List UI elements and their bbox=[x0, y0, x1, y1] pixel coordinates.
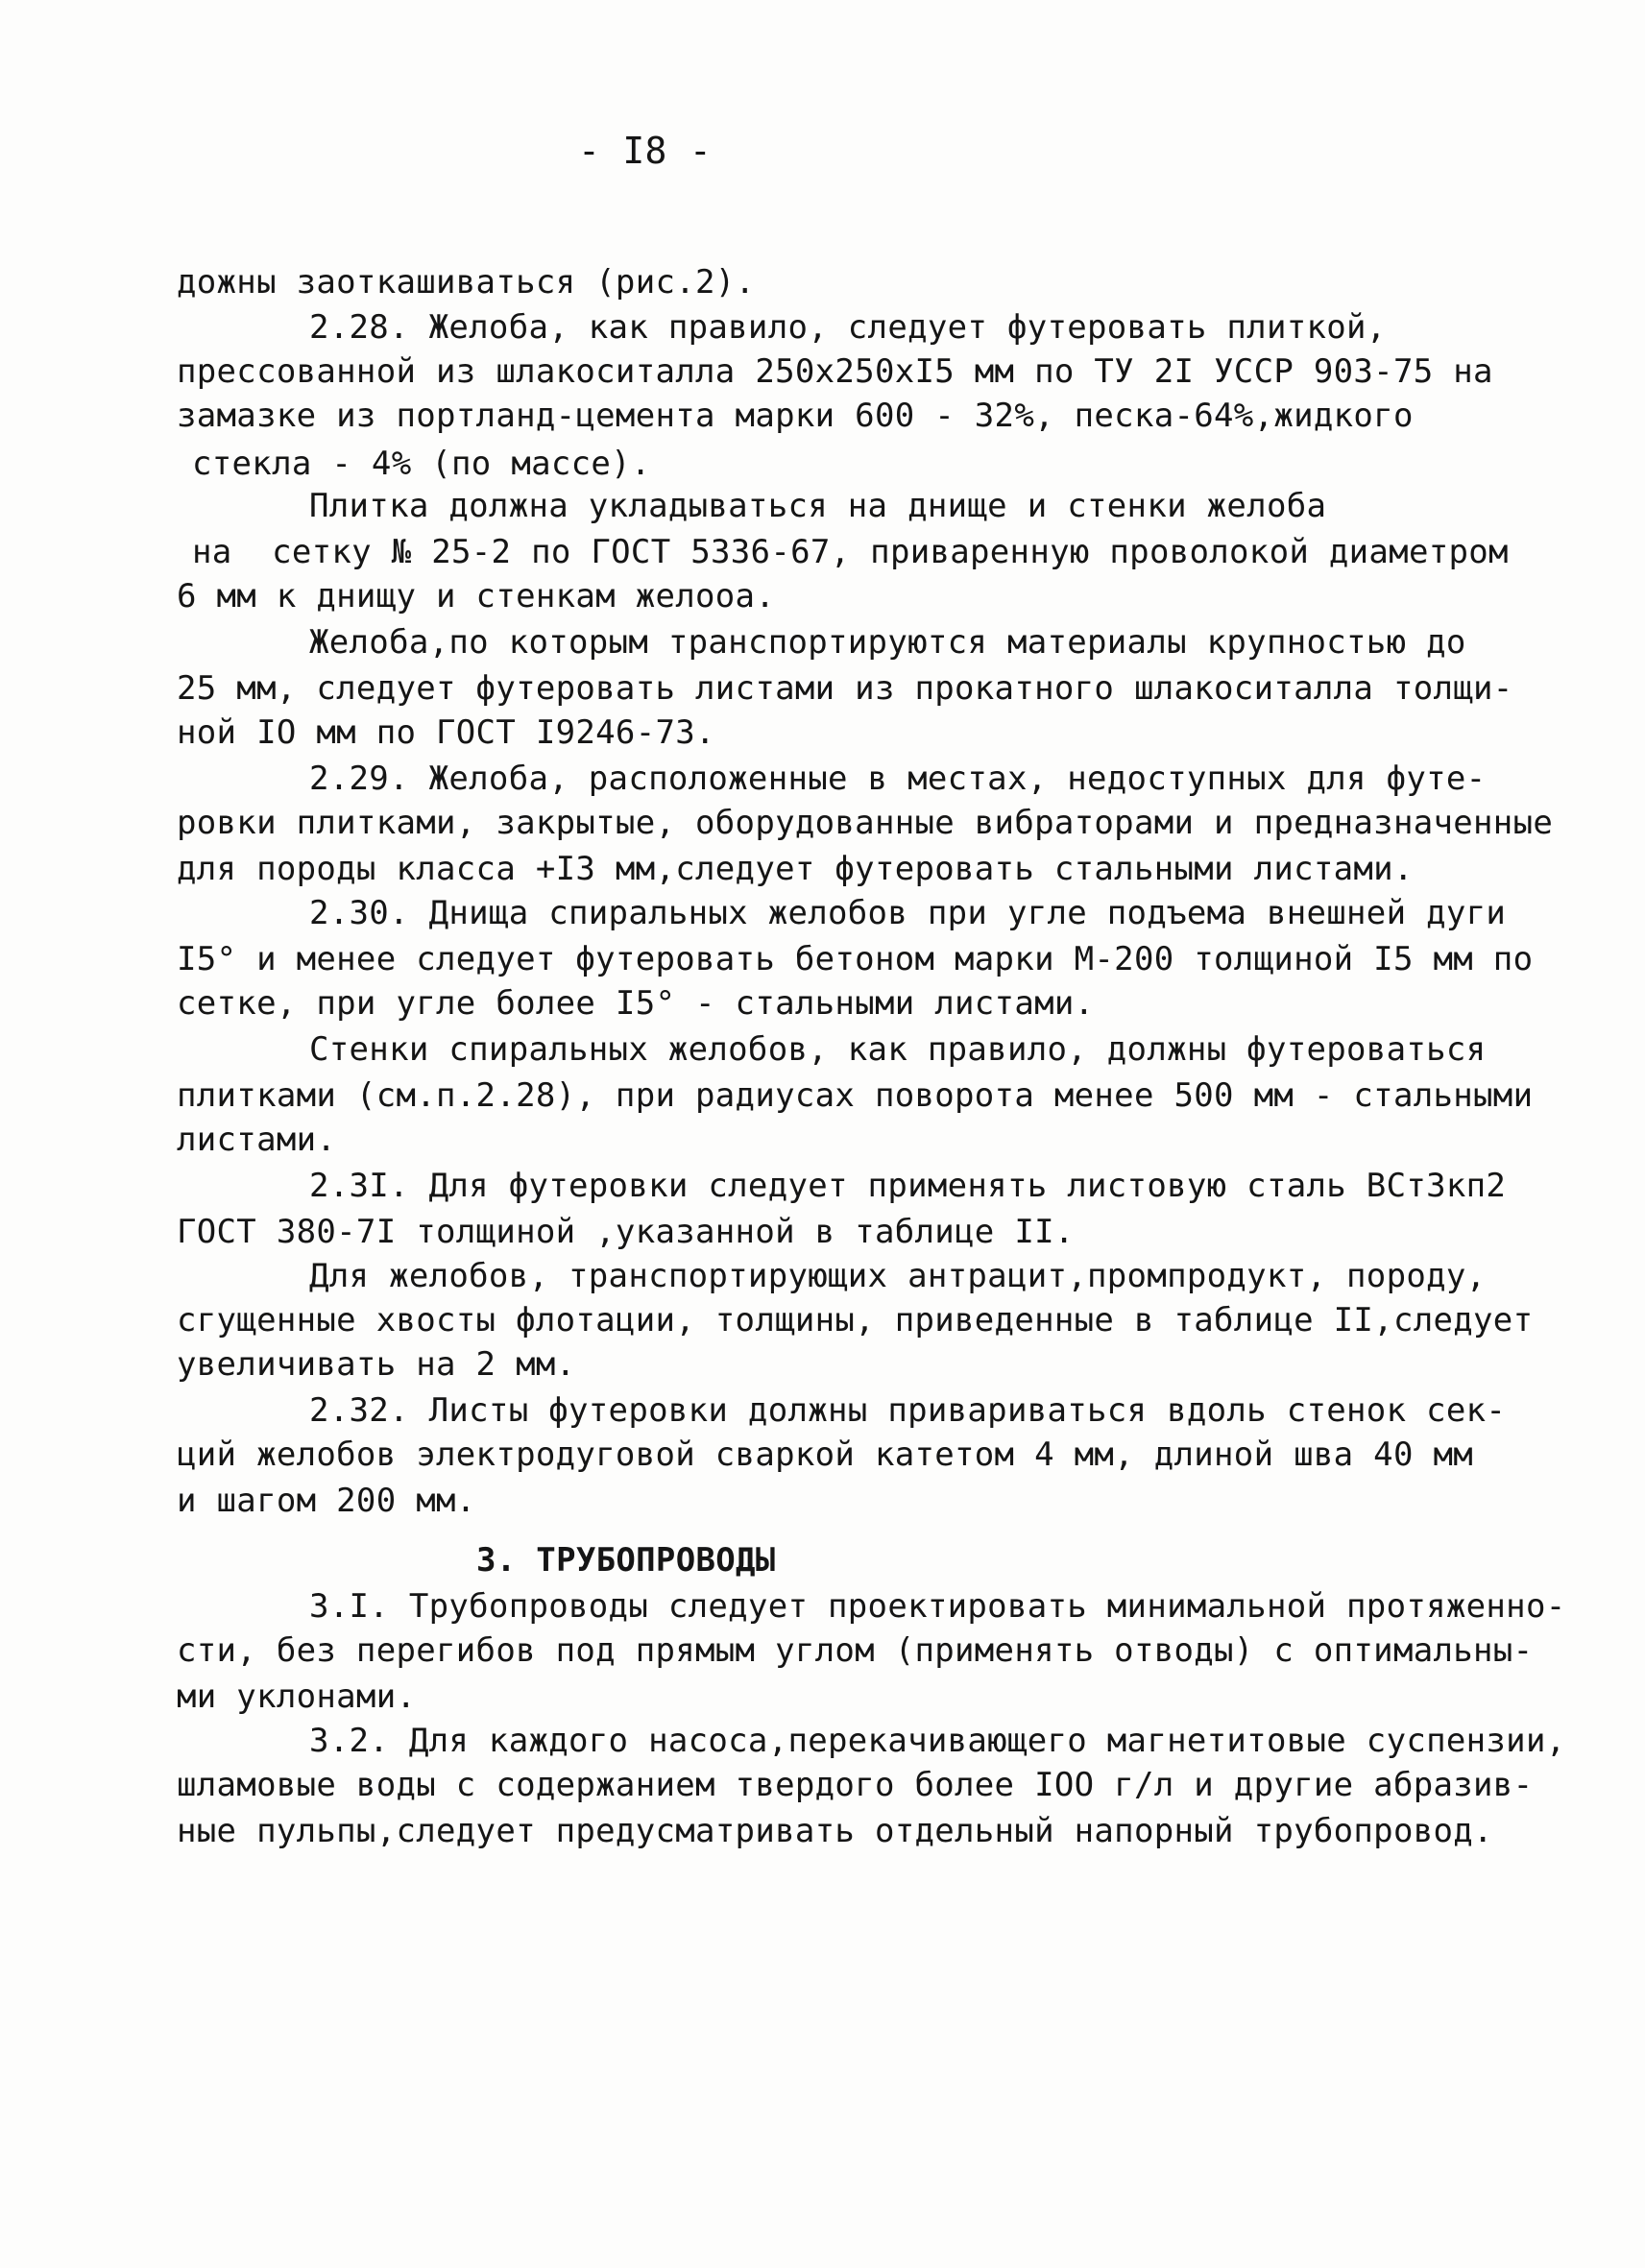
text-line: Для желобов, транспортирующих антрацит,промпродукт, породу, bbox=[309, 1257, 1487, 1295]
text-line: прессованной из шлакоситалла 250x250xI5 мм по ТУ 2I УССР 903-75 на bbox=[177, 352, 1493, 391]
text-line: 6 мм к днищу и стенкам желооа. bbox=[177, 577, 776, 615]
text-line: ровки плитками, закрытые, оборудованные вибраторами и предназначенные bbox=[177, 804, 1554, 842]
text-line: ций желобов электродуговой сваркой катетом 4 мм, длиной шва 40 мм bbox=[177, 1436, 1474, 1474]
text-line: для породы класса +I3 мм,следует футеровать стальными листами. bbox=[177, 850, 1414, 888]
text-line: Желоба,по которым транспортируются материалы крупностью до bbox=[309, 623, 1466, 662]
text-line: Плитка должна укладываться на днище и стенки желоба bbox=[309, 487, 1327, 525]
text-line: 2.30. Днища спиральных желобов при угле подъема внешней дуги bbox=[309, 894, 1507, 932]
text-line: I5° и менее следует футеровать бетоном марки М-200 толщиной I5 мм по bbox=[177, 940, 1534, 978]
text-line: на сетку № 25-2 по ГОСТ 5336-67, приваренную проволокой диаметром bbox=[192, 533, 1509, 571]
text-line: 2.29. Желоба, расположенные в местах, недоступных для футе- bbox=[309, 760, 1487, 798]
section-heading: 3. ТРУБОПРОВОДЫ bbox=[476, 1541, 776, 1580]
text-line: Стенки спиральных желобов, как правило, должны футероваться bbox=[309, 1030, 1487, 1069]
text-line: 2.3I. Для футеровки следует применять листовую сталь ВСт3кп2 bbox=[309, 1167, 1507, 1205]
text-line: ми уклонами. bbox=[177, 1677, 417, 1716]
text-line: плитками (см.п.2.28), при радиусах поворота менее 500 мм - стальными bbox=[177, 1076, 1534, 1115]
text-line: стекла - 4% (по массе). bbox=[192, 445, 651, 483]
text-line: ные пульпы,следует предусматривать отдельный напорный трубопровод. bbox=[177, 1812, 1493, 1850]
text-line: 3.I. Трубопроводы следует проектировать минимальной протяженно- bbox=[309, 1587, 1566, 1626]
text-line: 2.28. Желоба, как правило, следует футеровать плиткой, bbox=[309, 308, 1387, 347]
text-line: ГОСТ 380-7I толщиной ,указанной в таблице II. bbox=[177, 1213, 1075, 1251]
text-line: листами. bbox=[177, 1121, 337, 1159]
text-line: ной IO мм по ГОСТ I9246-73. bbox=[177, 713, 715, 752]
text-line: дожны заоткашиваться (рис.2). bbox=[177, 263, 756, 302]
text-line: сгущенные хвосты флотации, толщины, приведенные в таблице II,следует bbox=[177, 1301, 1534, 1339]
text-line: шламовые воды с содержанием твердого более IOO г/л и другие абразив- bbox=[177, 1766, 1534, 1804]
text-line: 25 мм, следует футеровать листами из прокатного шлакоситалла толщи- bbox=[177, 669, 1513, 708]
text-line: замазке из портланд-цемента марки 600 - 32%, песка-64%,жидкого bbox=[177, 397, 1414, 435]
page-number: - I8 - bbox=[578, 130, 713, 172]
text-line: сетке, при угле более I5° - стальными листами. bbox=[177, 984, 1095, 1023]
text-line: 2.32. Листы футеровки должны привариваться вдоль стенок сек- bbox=[309, 1391, 1507, 1430]
text-line: сти, без перегибов под прямым углом (применять отводы) с оптимальны- bbox=[177, 1631, 1534, 1670]
text-line: и шагом 200 мм. bbox=[177, 1482, 476, 1520]
text-line: 3.2. Для каждого насоса,перекачивающего магнетитовые суспензии, bbox=[309, 1722, 1566, 1760]
text-line: увеличивать на 2 мм. bbox=[177, 1345, 576, 1384]
